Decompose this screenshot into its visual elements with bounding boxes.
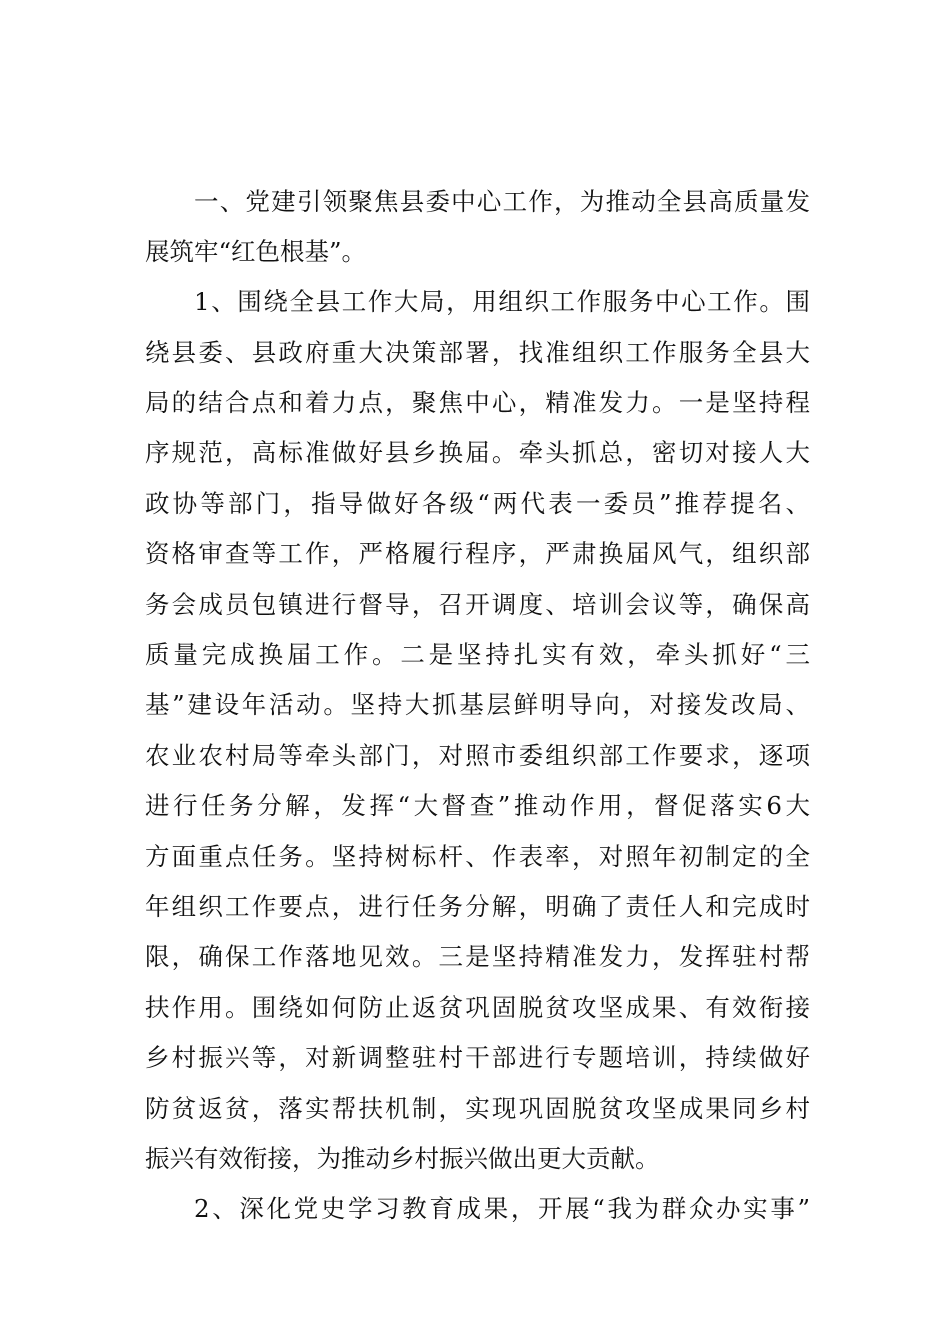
paragraph-line: 局的结合点和着力点，聚焦中心，精准发力。一是坚持程 [145,388,810,417]
paragraph-line: 限，确保工作落地见效。三是坚持精准发力，发挥驻村帮 [145,942,810,971]
paragraph-line: 质量完成换届工作。二是坚持扎实有效，牵头抓好“三 [145,640,810,669]
heading-line-1: 一、党建引领聚焦县委中心工作，为推动全县高质量发 [194,187,810,216]
paragraph-line: 方面重点任务。坚持树标杆、作表率，对照年初制定的全 [145,842,810,871]
paragraph-line: 2、深化党史学习教育成果，开展“我为群众办实事” [194,1194,810,1223]
paragraph-line: 绕县委、县政府重大决策部署，找准组织工作服务全县大 [145,338,810,367]
paragraph-line: 务会成员包镇进行督导，召开调度、培训会议等，确保高 [145,590,810,619]
paragraph-line: 资格审查等工作，严格履行程序，严肃换届风气，组织部 [145,539,810,568]
paragraph-line: 振兴有效衔接，为推动乡村振兴做出更大贡献。 [145,1144,660,1173]
paragraph-line: 基”建设年活动。坚持大抓基层鲜明导向，对接发改局、 [145,690,810,719]
paragraph-line: 防贫返贫，落实帮扶机制，实现巩固脱贫攻坚成果同乡村 [145,1094,810,1123]
paragraph-line: 乡村振兴等，对新调整驻村干部进行专题培训，持续做好 [145,1043,810,1072]
paragraph-line: 1、围绕全县工作大局，用组织工作服务中心工作。围 [194,287,810,316]
paragraph-line: 年组织工作要点，进行任务分解，明确了责任人和完成时 [145,892,810,921]
paragraph-line: 扶作用。围绕如何防止返贫巩固脱贫攻坚成果、有效衔接 [145,993,810,1022]
paragraph-line: 序规范，高标准做好县乡换届。牵头抓总，密切对接人大 [145,438,810,467]
heading-line-2: 展筑牢“红色根基”。 [145,237,367,266]
paragraph-line: 进行任务分解，发挥“大督查”推动作用，督促落实6大 [145,791,810,820]
paragraph-line: 政协等部门，指导做好各级“两代表一委员”推荐提名、 [145,489,810,518]
paragraph-line: 农业农村局等牵头部门，对照市委组织部工作要求，逐项 [145,741,810,770]
